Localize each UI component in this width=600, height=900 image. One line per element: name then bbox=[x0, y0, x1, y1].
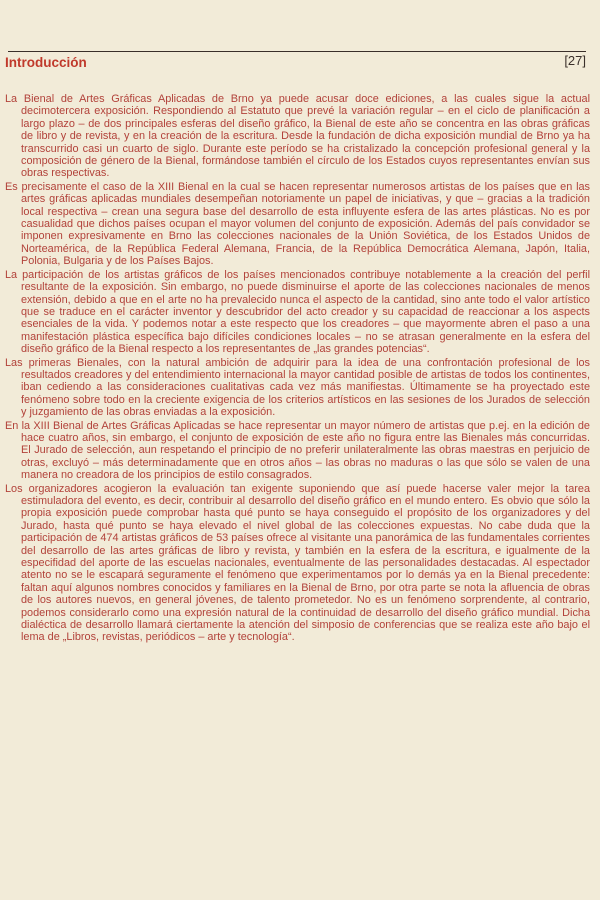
section-title: Introducción bbox=[5, 55, 87, 70]
paragraph: En la XIII Bienal de Artes Gráficas Aplicadas se hace representar un mayor número de artistas que p.ej. en la edición de hace cuatro años, sin embargo, el conjunto de exposición de este año no figura entre las Bienales más concurridas. El Jurado de selección, aun respetando el principio de no preferir unilateralmente las obras maestras en perjuicio de otras, excluyó – más determinadamente que en otros años – las obras no maduras o las que sólo se valen de una manera no creadora de los principios de estilo consagrados. bbox=[5, 419, 590, 482]
header-rule bbox=[8, 51, 586, 52]
page-number: [27] bbox=[564, 53, 586, 68]
paragraph: Es precisamente el caso de la XIII Bienal en la cual se hacen representar numerosos artistas de los países que en las artes gráficas aplicadas mundiales desempeñan notoriamente un papel de iniciativas, y que – gracias a la tradición local respectiva – crean una segura base del desarrollo de esta influyente esfera de las artes plásticas. No es por casualidad que dichos países ocupan el mayor volumen del conjunto de exposición. Además del país convidador se imponen expresivamente en Brno las colecciones nacionales de la Unión Soviética, de los Estados Unidos de Norteamérica, de la República Federal Alemana, Francia, de la República Democrática Alemana, Japón, Italia, Polonia, Bulgaria y de los Países Bajos. bbox=[5, 180, 590, 268]
paragraph: Los organizadores acogieron la evaluación tan exigente suponiendo que así puede hacerse valer mejor la tarea estimuladora del evento, es decir, contribuir al desarrollo del diseño gráfico en el mundo entero. Es obvio que sólo la propia exposición puede comprobar hasta qué punto se haya conseguido el propósito de los organizadores y del Jurado, hasta qué punto se haya elevado el nivel global de las colecciones expuestas. No cabe duda que la participación de 474 artistas gráficos de 53 países ofrece al visitante una panorámica de las fundamentales corrientes del desarrollo de las artes gráficas de libro y revista, y también en la esfera de la escritura, e igualmente de la especifidad del aporte de las escuelas nacionales, eventualmente de las personalidades destacadas. Al espectador atento no se le escapará seguramente el fenómeno que experimentamos por lo demás ya en la Bienal precedente: faltan aquí algunos nombres conocidos y familiares en la Bienal de Brno, por otra parte se nota la afluencia de obras de los autores nuevos, en general jóvenes, de talento prometedor. No es un fenómeno sorprendente, al contrario, podemos considerarlo como una expresión natural de la continuidad de desarrollo del diseño gráfico mundial. Dicha dialéctica de desarrollo llamará ciertamente la atención del simposio de conferencias que se realiza este año bajo el lema de „Libros, revistas, periódicos – arte y tecnología“. bbox=[5, 482, 590, 644]
paragraph: La Bienal de Artes Gráficas Aplicadas de Brno ya puede acusar doce ediciones, a las cuales sigue la actual decimotercera exposición. Respondiendo al Estatuto que prevé la variación regular – en el ciclo de planificación a largo plazo – de dos principales esferas del diseño gráfico, la Bienal de este año se concentra en las obras gráficas de libro y de revista, y en la creación de la escritura. Desde la fundación de dicha exposición mundial de Brno ya ha transcurrido casi un cuarto de siglo. Durante este período se ha cristalizado la concepción profesional general y la composición de género de la Bienal, formándose también el círculo de los Estados cuyos representantes envían sus obras respectivas. bbox=[5, 93, 590, 180]
paragraph: La participación de los artistas gráficos de los países mencionados contribuye notablemente a la creación del perfil resultante de la exposición. Sin embargo, no puede disminuirse el aporte de las colecciones nacionales de menos extensión, debido a que en el arte no ha prevalecido nunca el aspecto de la cantidad, sino ante todo el valor artístico que se traduce en el carácter inventor y descubridor del acto creador y su capacidad de reaccionar a los aspects esenciales de la vida. Y podemos notar a este respecto que los creadores – que mayormente abren el paso a una manifestación plástica específica bajo difíciles condiciones locales – no se atrasan generalmente en la esfera del diseño gráfico de la Bienal respecto a los representantes de „las grandes potencias“. bbox=[5, 268, 590, 356]
paragraph: Las primeras Bienales, con la natural ambición de adquirir para la idea de una confrontación profesional de los resultados creadores y del entendimiento internacional la mayor cantidad posible de artistas de todos los continentes, iban cediendo a las consideraciones cualitativas cada vez más manifiestas. Últimamente se ha proyectado este fenómeno sobre todo en la creciente exigencia de los criterios artísticos en las sesiones de los Jurados de selección y juzgamiento de las obras enviadas a la exposición. bbox=[5, 356, 590, 419]
body-text bbox=[5, 93, 590, 645]
